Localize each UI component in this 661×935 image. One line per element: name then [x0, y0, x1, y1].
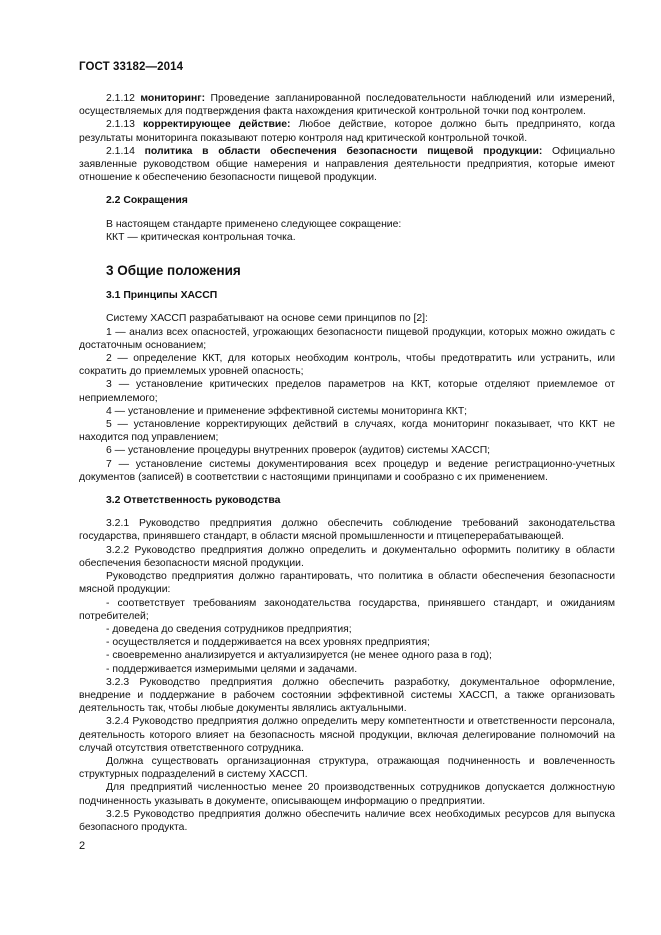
def-term: мониторинг: — [140, 93, 206, 104]
definition-2-1-13 — [79, 118, 615, 144]
principle-item: 3 — установление критических пределов параметров на ККТ, которые отделяют приемлемое от неприемлемого; — [79, 379, 615, 404]
section-title-3: 3 Общие положения — [106, 263, 241, 279]
paragraph-3-2-4-c: Для предприятий численностью менее 20 производственных сотрудников допускается должностную подчиненность указывать в документе, описывающем информацию о предприятии. — [79, 782, 615, 807]
paragraph-3-2-2-b: Руководство предприятия должно гарантировать, что политика в области обеспечения безопасности мясной продукции: — [79, 571, 615, 596]
definition-2-1-14 — [79, 145, 615, 185]
def-text: Любое действие, которое должно быть предпринято, когда результаты мониторинга показывают потерю контроля над критической контрольной точкой. — [79, 119, 616, 144]
paragraph-3-2-2: 3.2.2 Руководство предприятия должно определить и документально оформить политику в области обеспечения безопасности мясной продукции. — [79, 544, 615, 569]
definition-2-1-12 — [79, 92, 615, 118]
page-number: 2 — [79, 840, 86, 852]
policy-bullet: - своевременно анализируется и актуализируется (не менее одного раза в год); — [106, 650, 492, 662]
standard-header: ГОСТ 33182—2014 — [79, 61, 184, 73]
paragraph-3-2-1: 3.2.1 Руководство предприятия должно обеспечить соблюдение требований законодательства государства, принявшего стандарт, в области мясной промышленности и птицеперерабатывающей. — [79, 518, 615, 543]
policy-bullet: - соответствует требованиям законодательства государства, принявшего стандарт, и ожиданиям потребителей; — [79, 597, 615, 622]
paragraph-3-2-5: 3.2.5 Руководство предприятия должно обеспечить наличие всех необходимых ресурсов для выпуска безопасного продукта. — [79, 808, 615, 833]
policy-bullet: - поддерживается измеримыми целями и задачами. — [106, 663, 358, 675]
page-content — [79, 92, 615, 834]
def-num: 2.1.14 — [106, 145, 135, 157]
principle-item: 1 — анализ всех опасностей, угрожающих безопасности пищевой продукции, которых можно ожидать с достаточным основанием; — [79, 326, 615, 351]
def-term: политика в области обеспечения безопасности пищевой продукции: — [144, 145, 543, 157]
principle-item: 7 — установление системы документирования всех процедур и ведение регистрационно-учетных документов (записей) в соответствии с настоящими принципами и сообразно с их применением. — [79, 458, 615, 483]
subsection-title-3-1: 3.1 Принципы ХАССП — [106, 290, 218, 302]
policy-bullet: - доведена до сведения сотрудников предприятия; — [106, 623, 352, 635]
abbreviation-kkt: ККТ — критическая контрольная точка. — [106, 231, 296, 243]
abbreviations-intro: В настоящем стандарте применено следующее сокращение: — [106, 218, 402, 230]
def-text: Проведение запланированной последовательности наблюдений или измерений, осуществляемых для подтверждения факта нахождения критической контрольной точки под контролем. — [79, 93, 616, 118]
principle-item: 2 — определение ККТ, для которых необходим контроль, чтобы предотвратить или устранить, или сократить до приемлемых уровней опасность; — [79, 353, 615, 378]
paragraph-3-2-3: 3.2.3 Руководство предприятия должно обеспечить разработку, документальное оформление, внедрение и поддержание в рабочем состоянии эффективной системы ХАССП, а также организовать деятельность так, чтобы любые документы являлись актуальными. — [79, 676, 615, 715]
def-term: корректирующее действие: — [142, 119, 291, 131]
paragraph-3-2-4-b: Должна существовать организационная структура, отражающая подчиненность и вовлеченность структурных подразделений в систему ХАССП. — [79, 755, 615, 781]
def-num: 2.1.12 — [106, 93, 135, 104]
def-text: Официально заявленные руководством общие намерения и направления деятельности предприятия, которые имеют отношение к обеспечению безопасности пищевой продукции. — [79, 145, 616, 184]
subsection-title-3-2: 3.2 Ответственность руководства — [106, 495, 281, 507]
principle-item: 4 — установление и применение эффективной системы мониторинга ККТ; — [106, 405, 468, 417]
policy-bullet: - осуществляется и поддерживается на всех уровнях предприятия; — [106, 637, 430, 649]
paragraph-3-2-4: 3.2.4 Руководство предприятия должно определить меру компетентности и ответственности персонала, деятельность которого влияет на безопасность мясной продукции, включая делегирование полномочий на случай отсутствия ответственного сотрудника. — [79, 716, 615, 754]
principles-intro: Систему ХАССП разрабатывают на основе семи принципов по [2]: — [106, 313, 428, 325]
principle-item: 6 — установление процедуры внутренних проверок (аудитов) системы ХАССП; — [106, 445, 491, 457]
principle-item: 5 — установление корректирующих действий в случаях, когда мониторинг показывает, что ККТ не находится под управлением; — [79, 419, 615, 444]
def-num: 2.1.13 — [106, 119, 135, 131]
subsection-title-2-2: 2.2 Сокращения — [106, 195, 188, 207]
